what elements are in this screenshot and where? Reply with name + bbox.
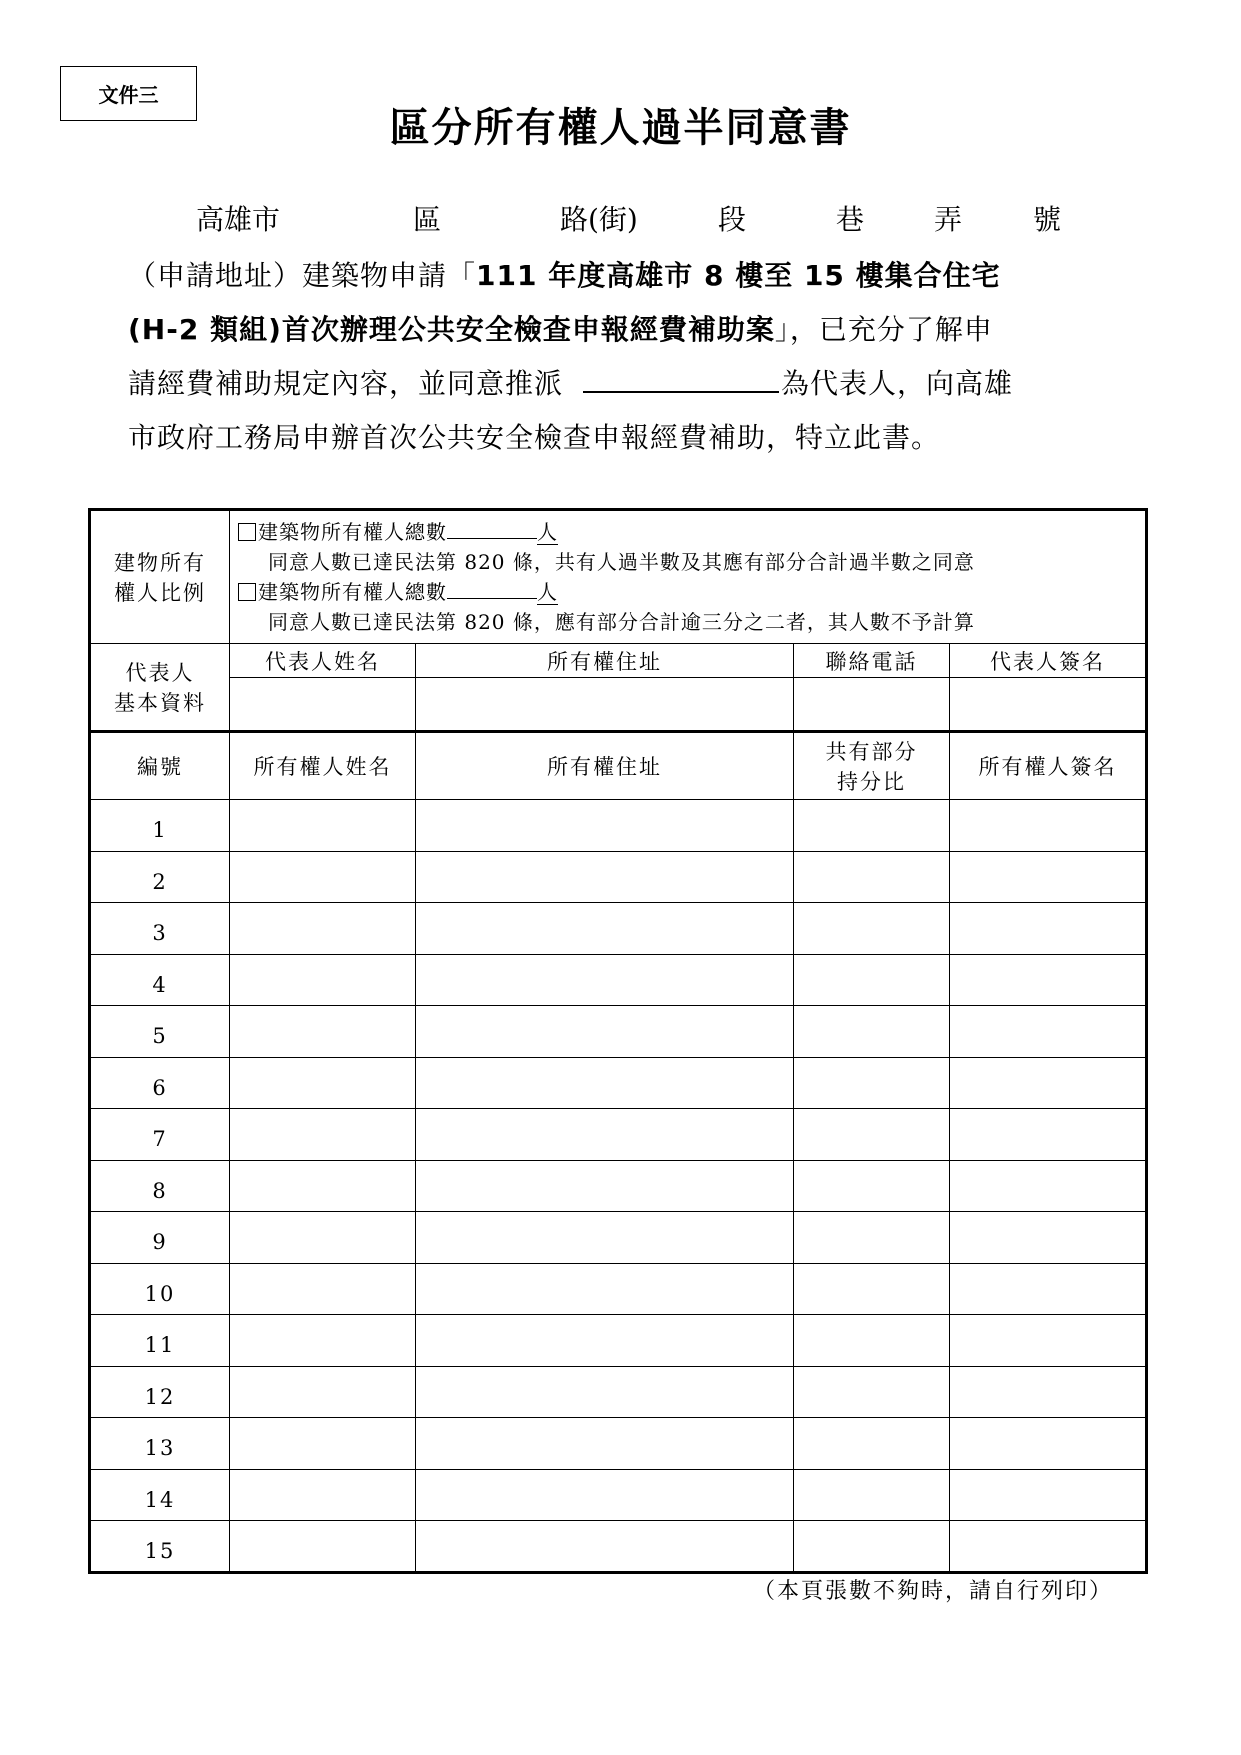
owners-header-address: 所有權住址 [416, 732, 794, 800]
owners-header-row [90, 732, 1147, 800]
ratio-option-1[interactable] [238, 517, 1145, 547]
row-number: 15 [90, 1521, 230, 1573]
owner-share-field[interactable] [794, 1057, 950, 1109]
owner-share-field[interactable] [794, 1366, 950, 1418]
paragraph-line-2 [128, 308, 993, 348]
table-row [90, 1109, 1147, 1161]
address-alley: 弄 [934, 203, 963, 236]
owner-name-field[interactable] [230, 1366, 416, 1418]
address-number: 號 [1033, 203, 1062, 236]
owner-address-field[interactable] [416, 800, 794, 852]
row-number: 2 [90, 851, 230, 903]
owner-share-field[interactable] [794, 1469, 950, 1521]
owner-signature-field[interactable] [950, 1109, 1147, 1161]
ratio-options [230, 510, 1147, 644]
owner-name-field[interactable] [230, 1212, 416, 1264]
address-lane: 巷 [836, 203, 865, 236]
row-number: 7 [90, 1109, 230, 1161]
table-row [90, 954, 1147, 1006]
ratio-label [90, 510, 230, 644]
owner-name-field[interactable] [230, 954, 416, 1006]
owner-signature-field[interactable] [950, 800, 1147, 852]
paragraph-line-4: 市政府工務局申辦首次公共安全檢查申報經費補助，特立此書。 [128, 421, 941, 454]
owner-signature-field[interactable] [950, 954, 1147, 1006]
owner-address-field[interactable] [416, 903, 794, 955]
owner-signature-field[interactable] [950, 851, 1147, 903]
owner-share-field[interactable] [794, 1315, 950, 1367]
owner-share-field[interactable] [794, 1521, 950, 1573]
share-header-line: 共有部分 [825, 740, 918, 764]
rep-name-field[interactable] [230, 678, 416, 732]
table-row [90, 800, 1147, 852]
paragraph-text: 為代表人，向高雄 [781, 367, 1014, 400]
owner-address-field[interactable] [416, 1521, 794, 1573]
owner-address-field[interactable] [416, 1315, 794, 1367]
table-row [90, 851, 1147, 903]
row-number: 6 [90, 1057, 230, 1109]
owner-address-field[interactable] [416, 1263, 794, 1315]
owner-signature-field[interactable] [950, 1212, 1147, 1264]
rep-header-phone: 聯絡電話 [794, 644, 950, 678]
row-number: 12 [90, 1366, 230, 1418]
representative-input-row [90, 678, 1147, 732]
ratio-note-2: 同意人數已達民法第 820 條，應有部分合計逾三分之二者，其人數不予計算 [268, 610, 975, 634]
owners-header-name: 所有權人姓名 [230, 732, 416, 800]
row-number: 3 [90, 903, 230, 955]
owner-share-field[interactable] [794, 1006, 950, 1058]
row-number: 13 [90, 1418, 230, 1470]
owner-name-field[interactable] [230, 1109, 416, 1161]
owner-address-field[interactable] [416, 1366, 794, 1418]
owner-signature-field[interactable] [950, 1521, 1147, 1573]
row-number: 11 [90, 1315, 230, 1367]
program-name-cont: (H-2 類組)首次辦理公共安全檢查申報經費補助案 [128, 313, 775, 346]
page-title: 區分所有權人過半同意書 [389, 105, 852, 151]
owner-signature-field[interactable] [950, 1366, 1147, 1418]
share-header-line: 持分比 [837, 770, 906, 794]
owner-name-field[interactable] [230, 1521, 416, 1573]
table-row [90, 1212, 1147, 1264]
row-number: 8 [90, 1160, 230, 1212]
checkbox-option-2[interactable] [238, 583, 256, 601]
owner-address-field[interactable] [416, 1212, 794, 1264]
paragraph-text: （申請地址）建築物申請「 [128, 259, 477, 292]
ratio-note-1: 同意人數已達民法第 820 條，共有人過半數及其應有部分合計過半數之同意 [268, 550, 975, 574]
owner-name-field[interactable] [230, 1006, 416, 1058]
table-row [90, 1469, 1147, 1521]
table-row [90, 1263, 1147, 1315]
owner-name-field[interactable] [230, 903, 416, 955]
rep-signature-field[interactable] [950, 678, 1147, 732]
rep-header-signature: 代表人簽名 [950, 644, 1147, 678]
representative-header-row [90, 644, 1147, 678]
owners-header-number: 編號 [90, 732, 230, 800]
unit-label: 人 [537, 520, 558, 544]
owner-share-field[interactable] [794, 903, 950, 955]
owner-name-field[interactable] [230, 1057, 416, 1109]
checkbox-option-1[interactable] [238, 523, 256, 541]
table-row [90, 1315, 1147, 1367]
table-row [90, 1057, 1147, 1109]
representative-blank[interactable] [583, 367, 779, 393]
owner-address-field[interactable] [416, 1418, 794, 1470]
row-number: 9 [90, 1212, 230, 1264]
row-number: 10 [90, 1263, 230, 1315]
owner-share-field[interactable] [794, 954, 950, 1006]
representative-label [90, 644, 230, 732]
owner-name-field[interactable] [230, 1315, 416, 1367]
owner-signature-field[interactable] [950, 1006, 1147, 1058]
table-row [90, 1006, 1147, 1058]
row-number: 14 [90, 1469, 230, 1521]
owner-name-field[interactable] [230, 1469, 416, 1521]
paragraph-line-1 [128, 254, 1001, 294]
row-number: 5 [90, 1006, 230, 1058]
table-row [90, 1418, 1147, 1470]
owner-address-field[interactable] [416, 1057, 794, 1109]
ratio-row [90, 510, 1147, 644]
owner-name-field[interactable] [230, 1160, 416, 1212]
owner-count-field-1[interactable] [447, 520, 537, 539]
rep-address-field[interactable] [416, 678, 794, 732]
table-row [90, 1366, 1147, 1418]
owner-signature-field[interactable] [950, 1057, 1147, 1109]
owner-address-field[interactable] [416, 1006, 794, 1058]
owner-share-field[interactable] [794, 800, 950, 852]
owner-share-field[interactable] [794, 1212, 950, 1264]
ratio-label-line: 權人比例 [114, 581, 206, 605]
table-row [90, 903, 1147, 955]
option-label: 建築物所有權人總數 [258, 580, 447, 604]
owners-header-signature: 所有權人簽名 [950, 732, 1147, 800]
table-row [90, 1160, 1147, 1212]
owner-address-field[interactable] [416, 1109, 794, 1161]
owner-name-field[interactable] [230, 851, 416, 903]
ratio-option-2[interactable] [238, 577, 1145, 607]
owner-share-field[interactable] [794, 1109, 950, 1161]
owner-signature-field[interactable] [950, 1160, 1147, 1212]
owner-signature-field[interactable] [950, 1263, 1147, 1315]
owner-signature-field[interactable] [950, 903, 1147, 955]
owner-name-field[interactable] [230, 800, 416, 852]
owner-signature-field[interactable] [950, 1418, 1147, 1470]
owner-address-field[interactable] [416, 851, 794, 903]
footer-note: （本頁張數不夠時，請自行列印） [752, 1579, 1113, 1604]
owner-address-field[interactable] [416, 1160, 794, 1212]
owner-address-field[interactable] [416, 954, 794, 1006]
owner-share-field[interactable] [794, 1160, 950, 1212]
rep-phone-field[interactable] [794, 678, 950, 732]
owner-signature-field[interactable] [950, 1315, 1147, 1367]
owner-count-field-2[interactable] [447, 580, 537, 599]
owner-signature-field[interactable] [950, 1469, 1147, 1521]
address-district: 區 [413, 203, 442, 236]
rep-header-name: 代表人姓名 [230, 644, 416, 678]
consent-form-table [88, 508, 1148, 1574]
paragraph-text: 」，已充分了解申 [774, 313, 993, 346]
owner-name-field[interactable] [230, 1418, 416, 1470]
document-label: 文件三 [60, 66, 197, 121]
owners-header-share [794, 732, 950, 800]
owner-share-field[interactable] [794, 1263, 950, 1315]
unit-label: 人 [537, 580, 558, 604]
address-section: 段 [718, 203, 747, 236]
rep-label-line: 基本資料 [114, 691, 206, 715]
owner-share-field[interactable] [794, 1418, 950, 1470]
table-row [90, 1521, 1147, 1573]
paragraph-line-3 [128, 362, 1013, 402]
program-name: 111 年度高雄市 8 樓至 15 樓集合住宅 [476, 259, 1001, 292]
owner-share-field[interactable] [794, 851, 950, 903]
row-number: 4 [90, 954, 230, 1006]
row-number: 1 [90, 800, 230, 852]
owner-name-field[interactable] [230, 1263, 416, 1315]
owner-rows [90, 800, 1147, 1573]
address-city: 高雄市 [196, 203, 281, 236]
ratio-label-line: 建物所有 [114, 551, 206, 575]
paragraph-text: 請經費補助規定內容，並同意推派 [128, 367, 564, 400]
option-label: 建築物所有權人總數 [258, 520, 447, 544]
address-road: 路(街) [560, 203, 638, 236]
owner-address-field[interactable] [416, 1469, 794, 1521]
rep-header-address: 所有權住址 [416, 644, 794, 678]
rep-label-line: 代表人 [125, 661, 195, 685]
